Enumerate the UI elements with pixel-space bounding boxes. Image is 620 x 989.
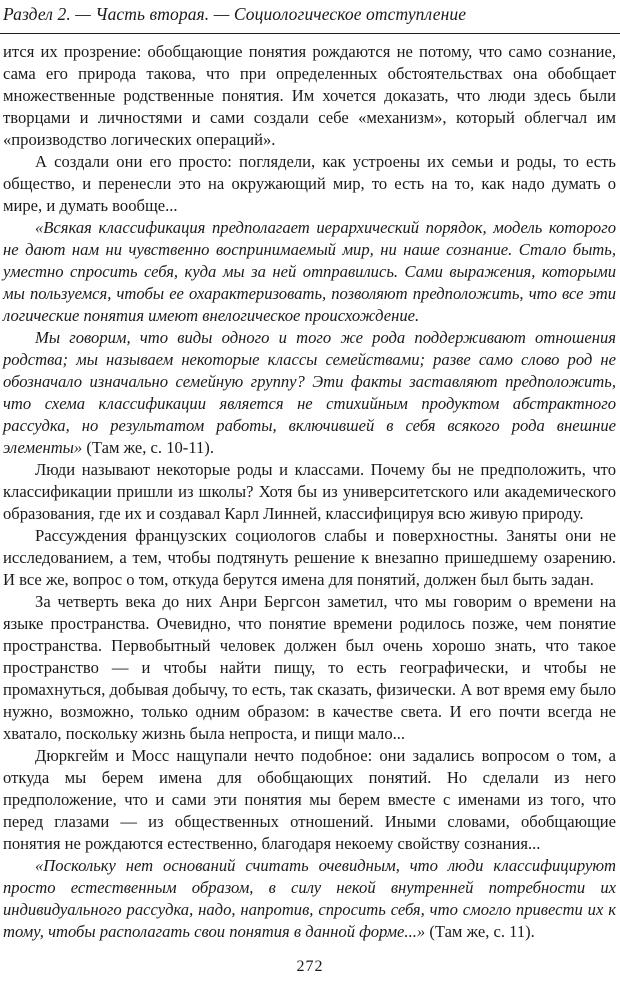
- paragraph: [3, 41, 616, 151]
- paragraph: [3, 217, 616, 327]
- paragraph-text: (Там же, с. 10-11).: [82, 438, 214, 457]
- quotation-text: «Всякая классификация предполагает иерархический порядок, модель которого не дают нам ни чувственно воспринимаемый мир, ни наше сознание. Стало быть, уместно спросить себя, куда мы за ней отправились. Сами выражения, которыми мы пользуемся, чтобы ее охарактеризовать, позволяют предположить, что все эти логические понятия имеют внелогическое происхождение.: [3, 218, 616, 325]
- paragraph: [3, 525, 616, 591]
- paragraph-text: А создали они его просто: поглядели, как устроены их семьи и роды, то есть общество, и перенесли это на окружающий мир, то есть на то, как надо думать о мире, и думать вообще...: [3, 152, 616, 215]
- body-text: [3, 41, 616, 943]
- paragraph: [3, 591, 616, 745]
- running-title: Раздел 2. — Часть вторая. — Социологическое отступление: [3, 4, 467, 24]
- header-rule: [0, 33, 620, 34]
- page-number: 272: [296, 958, 324, 975]
- paragraph-text: Рассуждения французских социологов слабы и поверхностны. Заняты они не исследованием, а тем, чтобы подтянуть решение к внезапно пришедшему озарению. И все же, вопрос о том, откуда берутся имена для понятий, должен был быть задан.: [3, 526, 616, 589]
- paragraph: [3, 855, 616, 943]
- paragraph-text: Люди называют некоторые роды и классами. Почему бы не предположить, что классификации пришли из школы? Хотя бы из университетского или академического образования, где их и создавал Карл Линней, классифицируя всю живую природу.: [3, 460, 616, 523]
- paragraph: [3, 151, 616, 217]
- paragraph: [3, 327, 616, 459]
- paragraph-text: За четверть века до них Анри Бергсон заметил, что мы говорим о времени на языке пространства. Очевидно, что понятие времени родилось позже, чем понятие пространства. Первобытный человек должен был очень хорошо знать, что такое пространство — и чтобы найти пищу, то есть географически, и чтобы не промахнуться, добывая добычу, то есть, так сказать, физически. А вот время ему было нужно, возможно, только одним образом: в качестве света. И его почти всегда не хватало, поскольку жизнь была непроста, и пищи мало...: [3, 592, 616, 743]
- paragraph: [3, 745, 616, 855]
- paragraph-text: ится их прозрение: обобщающие понятия рождаются не потому, что само сознание, сама его природа такова, что при определенных обстоятельствах она обобщает множественные родственные понятия. Им хочется доказать, что люди здесь были творцами и личностями и сами создали себе «механизм», который облегчал им «производство логических операций».: [3, 42, 616, 149]
- paragraph: [3, 459, 616, 525]
- quotation-text: Мы говорим, что виды одного и того же рода поддерживают отношения родства; мы называем некоторые классы семействами; разве само слово род не обозначало изначально семейную группу? Эти факты заставляют предположить, что схема классификации является не стихийным продуктом абстрактного рассудка, но результатом работы, включившей в себя всякого рода внешние элементы»: [3, 328, 616, 457]
- paragraph-text: (Там же, с. 11).: [425, 922, 535, 941]
- paragraph-text: Дюркгейм и Мосс нащупали нечто подобное: они задались вопросом о том, а откуда мы берем имена для обобщающих понятий. Но сделали из него предположение, что и сами эти понятия мы берем вместе с именами из того, что перед глазами — из общественных отношений. Иными словами, обобщающие понятия не рождаются естественно, благодаря некоему свойству сознания...: [3, 746, 616, 853]
- quotation-text: «Поскольку нет оснований считать очевидным, что люди классифицируют просто естественным образом, в силу некой внутренней потребности их индивидуального рассудка, надо, напротив, спросить себя, что смогло привести их к тому, чтобы располагать свои понятия в данной форме...»: [3, 856, 616, 941]
